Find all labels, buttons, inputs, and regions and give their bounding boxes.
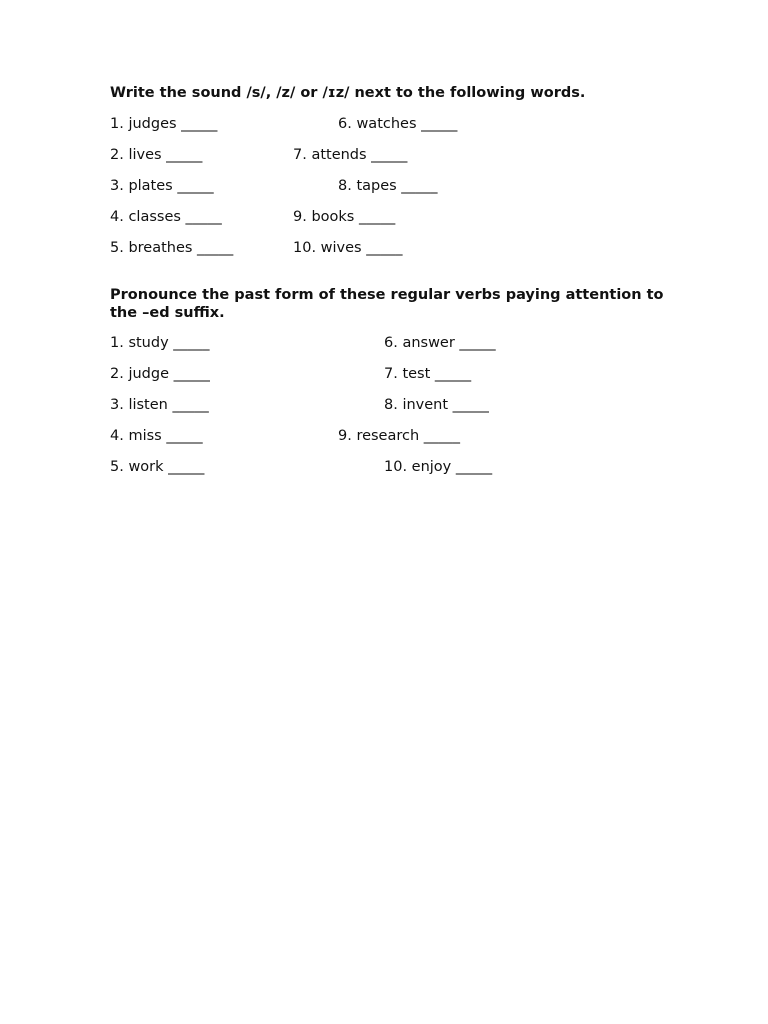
section1-item-7: 7. attends _____: [293, 147, 408, 163]
section1-item-4: 4. classes _____: [110, 209, 222, 225]
section1-item-1: 1. judges _____: [110, 116, 218, 132]
section1-item-3: 3. plates _____: [110, 178, 214, 194]
section1-item-6: 6. watches _____: [338, 116, 458, 132]
section2-item-6: 6. answer _____: [384, 335, 496, 351]
section2-instruction: Pronounce the past form of these regular verbs paying attention to the –ed suffix.: [110, 287, 664, 321]
section2-item-8: 8. invent _____: [384, 397, 489, 413]
section1-item-5: 5. breathes _____: [110, 240, 234, 256]
section2-item-10: 10. enjoy _____: [384, 459, 493, 475]
section2-item-2: 2. judge _____: [110, 366, 210, 382]
section1-item-2: 2. lives _____: [110, 147, 203, 163]
section1-item-10: 10. wives _____: [293, 240, 403, 256]
section1-item-9: 9. books _____: [293, 209, 396, 225]
section2-item-1: 1. study _____: [110, 335, 210, 351]
section2-item-9: 9. research _____: [338, 428, 461, 444]
section2-item-5: 5. work _____: [110, 459, 205, 475]
section2-item-7: 7. test _____: [384, 366, 472, 382]
section1-item-8: 8. tapes _____: [338, 178, 438, 194]
section1-instruction: Write the sound /s/, /z/ or /ɪz/ next to the following words.: [110, 85, 586, 101]
section2-item-3: 3. listen _____: [110, 397, 209, 413]
section2-item-4: 4. miss _____: [110, 428, 203, 444]
